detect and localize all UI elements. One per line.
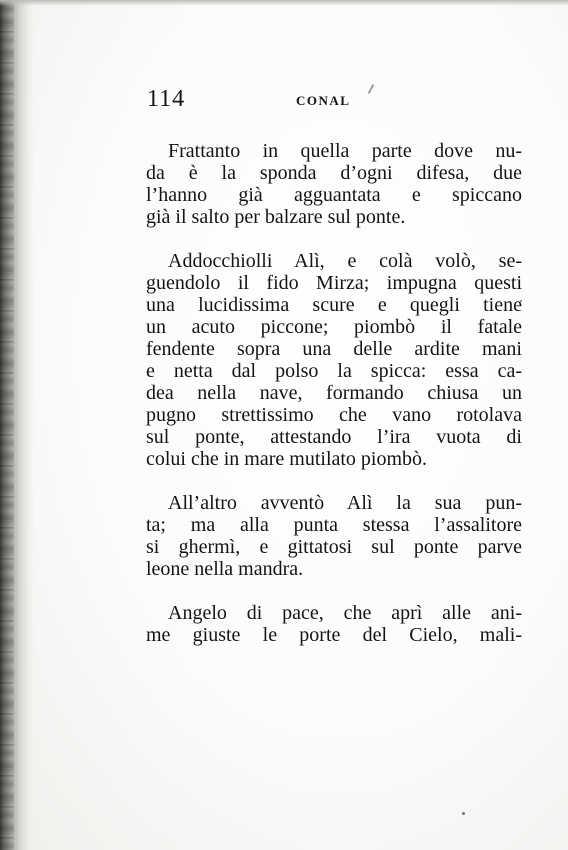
paragraph-gap (146, 470, 522, 492)
text-line: Addocchiolli Alì, e colà volò, se- (168, 250, 522, 272)
text-line: leone nella mandra. (146, 558, 304, 580)
text-line: da è la sponda d’ogni difesa, due (146, 162, 522, 184)
text-line: un acuto piccone; piombò il fatale (146, 316, 522, 338)
top-edge-shadow (0, 0, 568, 6)
text-line: già il salto per balzare sul ponte. (146, 206, 406, 228)
text-line: ta; ma alla punta stessa l’assalitore (146, 514, 522, 536)
gutter-scan-noise (0, 0, 14, 850)
text-line: guendolo il fido Mirza; impugna questi (146, 272, 522, 294)
text-line: e netta dal polso la spicca: essa ca- (146, 360, 522, 382)
text-line: colui che in mare mutilato piombò. (146, 448, 428, 470)
page-number: 114 (147, 86, 186, 112)
text-line: All’altro avventò Alì la sua pun- (168, 492, 522, 514)
running-head (0, 86, 568, 116)
text-line: dea nella nave, formando chiusa un (146, 382, 522, 404)
text-line: me giuste le porte del Cielo, mali- (146, 624, 522, 646)
running-title: CONAL (296, 93, 351, 108)
text-line: l’hanno già agguantata e spiccano (146, 184, 522, 206)
text-line: sul ponte, attestando l’ira vuota di (146, 426, 522, 448)
text-line: si ghermì, e gittatosi sul ponte parve (146, 536, 522, 558)
body-text (146, 140, 522, 646)
paragraph-gap (146, 228, 522, 250)
paragraph-gap (146, 580, 522, 602)
text-line: una lucidissima scure e quegli tiene (146, 294, 522, 316)
text-line: Frattanto in quella parte dove nu- (168, 140, 522, 162)
paper-speck (462, 812, 465, 815)
text-line: fendente sopra una delle ardite mani (146, 338, 522, 360)
text-line: pugno strettissimo che vano rotolava (146, 404, 522, 426)
text-line: Angelo di pace, che aprì alle ani- (168, 602, 522, 624)
